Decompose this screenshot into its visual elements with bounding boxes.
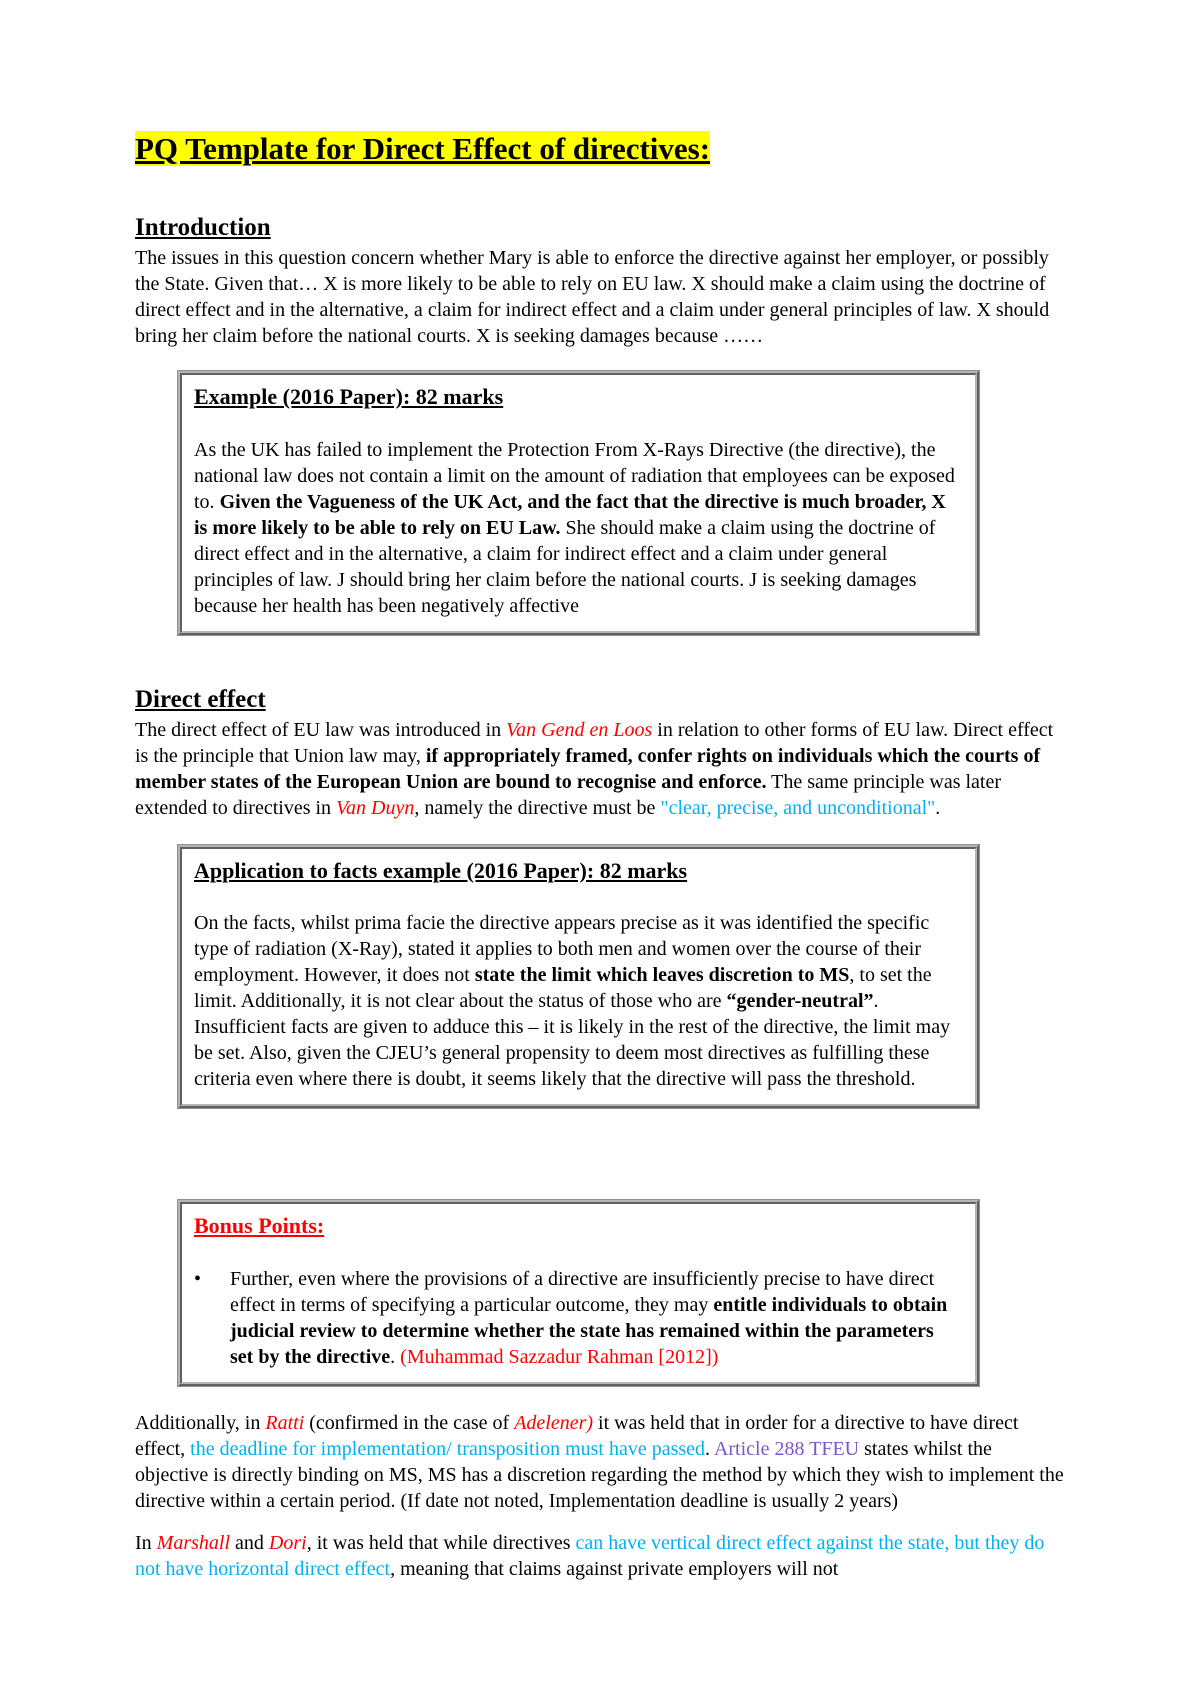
text-run: (confirmed in the case of: [304, 1411, 515, 1434]
text-run-bold: state the limit which leaves discretion to MS: [474, 964, 850, 987]
case-name-dori: Dori: [268, 1531, 307, 1554]
case-name-van-gend-en-loos: Van Gend en Loos: [506, 718, 653, 741]
bullet-icon: •: [194, 1267, 202, 1290]
introduction-heading: Introduction: [135, 214, 271, 242]
page-title-highlight: PQ Template for Direct Effect of directives:: [135, 131, 711, 166]
text-run: in relation to other forms of EU law. Direct effect is the principle that Union law may,: [135, 718, 1054, 767]
example-box-heading: Example (2016 Paper): 82 marks: [194, 384, 504, 410]
text-run: Further, even where the provisions of a directive are insufficiently precise to have direct effect in terms of specifying a particular outcome, they may: [230, 1267, 935, 1316]
text-run-bold: entitle individuals to obtain judicial review to determine whether the state has remained within the parameters set by the directive: [230, 1293, 948, 1368]
marshall-paragraph: [135, 1530, 1070, 1582]
application-box: [178, 845, 979, 1109]
page-title: [135, 130, 1070, 167]
text-run: .: [390, 1345, 401, 1368]
text-run: In: [135, 1531, 157, 1554]
text-run-bold: Given the Vagueness of the UK Act, and the fact that the directive is much broader, X is more likely to be able to rely on EU Law.: [194, 490, 946, 539]
text-run-bold: “gender-neutral”: [726, 990, 874, 1013]
text-run: . Insufficient facts are given to adduce this – it is likely in the rest of the directive, the limit may be set. Also, given the CJEU’s general propensity to deem most directives as fulfilling these criteria even where there is doubt, it seems likely that the directive will pass the threshold.: [194, 990, 951, 1091]
introduction-section: [135, 213, 1070, 349]
text-run: As the UK has failed to implement the Protection From X-Rays Directive (the directive), the national law does not contain a limit on the amount of radiation that employees can be exposed to.: [194, 438, 955, 513]
text-run: The same principle was later extended to directives in: [135, 770, 1002, 819]
text-run: states whilst the objective is directly binding on MS, MS has a discretion regarding the method by which they wish to implement the directive within a certain period. (If date not noted, Implementation deadline is usually 2 years): [135, 1437, 1064, 1512]
example-box-paragraph: [194, 437, 959, 619]
application-box-heading: Application to facts example (2016 Paper): 82 marks: [194, 857, 688, 883]
bonus-points-heading: Bonus Points:: [194, 1213, 325, 1239]
text-run: , it was held that while directives: [306, 1531, 576, 1554]
case-name-adelener: Adelener): [514, 1411, 594, 1434]
text-run: Additionally, in: [135, 1411, 266, 1434]
bonus-bullet-text: [230, 1266, 959, 1370]
text-run: , meaning that claims against private employers will not: [390, 1557, 839, 1580]
text-run: She should make a claim using the doctrine of direct effect and in the alternative, a claim for indirect effect and a claim under general principles of law. J should bring her claim before the national courts. J is seeking damages because her health has been negatively affective: [194, 516, 936, 617]
text-run: .: [705, 1437, 714, 1460]
application-box-paragraph: [194, 910, 959, 1092]
text-run: .: [935, 796, 941, 819]
case-name-ratti: Ratti: [265, 1411, 305, 1434]
article-288-tfeu-reference: Article 288 TFEU: [713, 1437, 860, 1460]
citation-rahman-2012: (Muhammad Sazzadur Rahman [2012]): [400, 1345, 719, 1368]
direct-effect-heading: Direct effect: [135, 685, 266, 713]
direct-effect-section: [135, 685, 1070, 821]
text-run-blue-quote: "clear, precise, and unconditional": [660, 796, 936, 819]
text-run-bold: if appropriately framed, confer rights on individuals which the courts of member states of the European Union are bound to recognise and enforce.: [135, 744, 1041, 793]
text-run-blue: the deadline for implementation/ transposition must have passed: [190, 1437, 706, 1460]
text-run-blue: can have vertical direct effect against the state, but they do not have horizontal direct effect: [135, 1531, 1045, 1580]
ratti-paragraph: [135, 1410, 1070, 1514]
text-run: , to set the limit. Additionally, it is not clear about the status of those who are: [194, 964, 932, 1013]
bonus-bullet-item: [194, 1266, 959, 1370]
case-name-marshall: Marshall: [156, 1531, 231, 1554]
bonus-points-box: [178, 1200, 979, 1386]
direct-effect-paragraph: [135, 717, 1070, 821]
example-box: [178, 371, 979, 635]
text-run: The direct effect of EU law was introduced in: [135, 718, 507, 741]
text-run: it was held that in order for a directive to have direct effect,: [135, 1411, 1019, 1460]
text-run: and: [230, 1531, 269, 1554]
case-name-van-duyn: Van Duyn: [336, 796, 415, 819]
introduction-paragraph: The issues in this question concern whether Mary is able to enforce the directive against her employer, or possibly the State. Given that… X is more likely to be able to rely on EU law. X should make a claim using the doctrine of direct effect and in the alternative, a claim for indirect effect and a claim under general principles of law. X should bring her claim before the national courts. X is seeking damages because ……: [135, 247, 1050, 348]
text-run: , namely the directive must be: [414, 796, 661, 819]
text-run: On the facts, whilst prima facie the directive appears precise as it was identified the specific type of radiation (X-Ray), stated it applies to both men and women over the course of their employment. However, it does not: [194, 912, 930, 987]
